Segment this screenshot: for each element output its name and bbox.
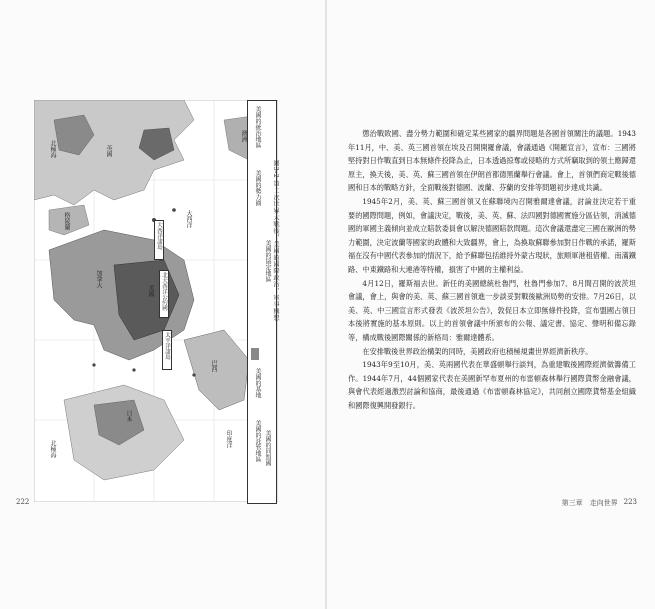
map-label-greenland: 格陵蘭 <box>63 212 70 230</box>
paragraph-4: 在安排戰後世界政治構架的同時，美國政府也積極規畫世界經濟新秩序。 <box>362 346 593 356</box>
legend-item-3: 美國的託管地區 <box>254 420 261 462</box>
map-label-north-sea-top: 北極海 <box>49 140 56 158</box>
map-label-brazil: 巴西 <box>210 360 217 372</box>
map-label-uk: 英國 <box>105 145 112 157</box>
legend-swatch <box>251 348 259 360</box>
legend-item-4: 美國的協定地區 <box>264 240 271 282</box>
legend-item-5: 美國的同盟國 <box>264 430 271 466</box>
world-map-graphic <box>34 100 278 502</box>
map-label-north-sea-bottom: 北極海 <box>49 440 56 458</box>
map-label-japan: 日本 <box>125 410 132 422</box>
legend-item-1: 美國的統治地區 <box>254 106 261 148</box>
running-head: 第三章 走向世界 <box>561 499 618 507</box>
map-label-usa: 美國 <box>147 285 154 297</box>
map-box-pacific-islands: 太平洋諸島 <box>162 330 172 370</box>
paragraph-3: 4月12日，羅斯福去世。新任的美國總統杜魯門，杜魯門參加7、8月間召開的波茨坦會議，會上，與會的美、英、蘇三國首領進一步談妥對戰後歐洲局勢的安排。7月26日，以美、英、中三國宣言形式發表《波茨坦公告》，敦促日本立即無條件投降，宣布盟國占領日本後將實施的基本原則。以上的首領會議中所頒布的公報、議定書、協定、聲明和備忘錄等，構成戰後國際關係的新格局：雅爾達體系。 <box>348 278 636 342</box>
right-page-number: 223 <box>623 498 637 506</box>
map-label-indian: 印度洋 <box>225 430 232 448</box>
figure-caption: 圖3-2 第二次世界大戰後，美國的國際政治、軍事構想 <box>272 160 279 322</box>
map-box-atlantic-islands: 大西洋諸島 <box>154 220 164 260</box>
left-page-number: 222 <box>16 498 30 506</box>
paragraph-1: 懲治戰敗國、盡分勢力範圍和確定某些國家的疆界問題是各國首領關注的議題。1943年11月，中、美、英三國首領在埃及召開開羅會議，會議通過《開羅宣言》，宣布：三國將堅持對日作戰直到日本無條件投降為止，日本透過掠奪或侵略的方式所竊取到的領土應歸還原主，換天後，美、英、蘇三國首領在伊朗首都德黑蘭舉行會議。會上，首領們商定戰後德國和日本的戰略方針，全面戰後對德國、波蘭、芬蘭的安排等問題初步達成共識。 <box>348 129 636 193</box>
map-label-atlantic: 大西洋 <box>185 210 192 228</box>
body-text <box>348 127 636 412</box>
map-label-australia: 澳洲 <box>240 130 247 142</box>
map-box-nato: 北大西洋公約國 <box>159 270 169 318</box>
legend-item-2: 美國的勢力圈 <box>254 170 261 206</box>
paragraph-2: 1945年2月，美、英、蘇三國首領又在蘇聯境內召開雅爾達會議，討論並決定若干重要的國際問題，例如，會議決定，戰後，美、英、蘇、法四國對德國實施分區佔領，消滅德國的軍國主義傾向並成立賠款委員會以解決德國賠款問題。這次會議還盡定三國在歐洲的勢力範圍，決定波蘭等國家的政體和大致疆界，會上，為換取蘇聯參加對日作戰的承諾，羅斯福在沒有中國代表參加的情況下，給予蘇聯包括維持外蒙古現狀，旅順軍港租借權、南滿鐵路、中東鐵路和大連港等特權，損害了中國的主權利益。 <box>348 196 636 274</box>
world-map <box>34 100 278 502</box>
right-footer <box>562 498 637 508</box>
map-label-canada: 加拿大 <box>95 270 102 288</box>
paragraph-5: 1943年9至10月，美、英兩國代表在華盛頓舉行談判，為重建戰後國際經濟做籌備工作。1944年7月，44個國家代表在美國新罕布夏州的布雷頓森林舉行國際貨幣金融會議，與會代表經過激烈討論和協商，最後通過《布雷頓森林協定》，共同創立國際貨幣基金組織和國際復興開發銀行。 <box>348 360 636 410</box>
legend-swatch-label: 美國的基地 <box>254 368 261 398</box>
